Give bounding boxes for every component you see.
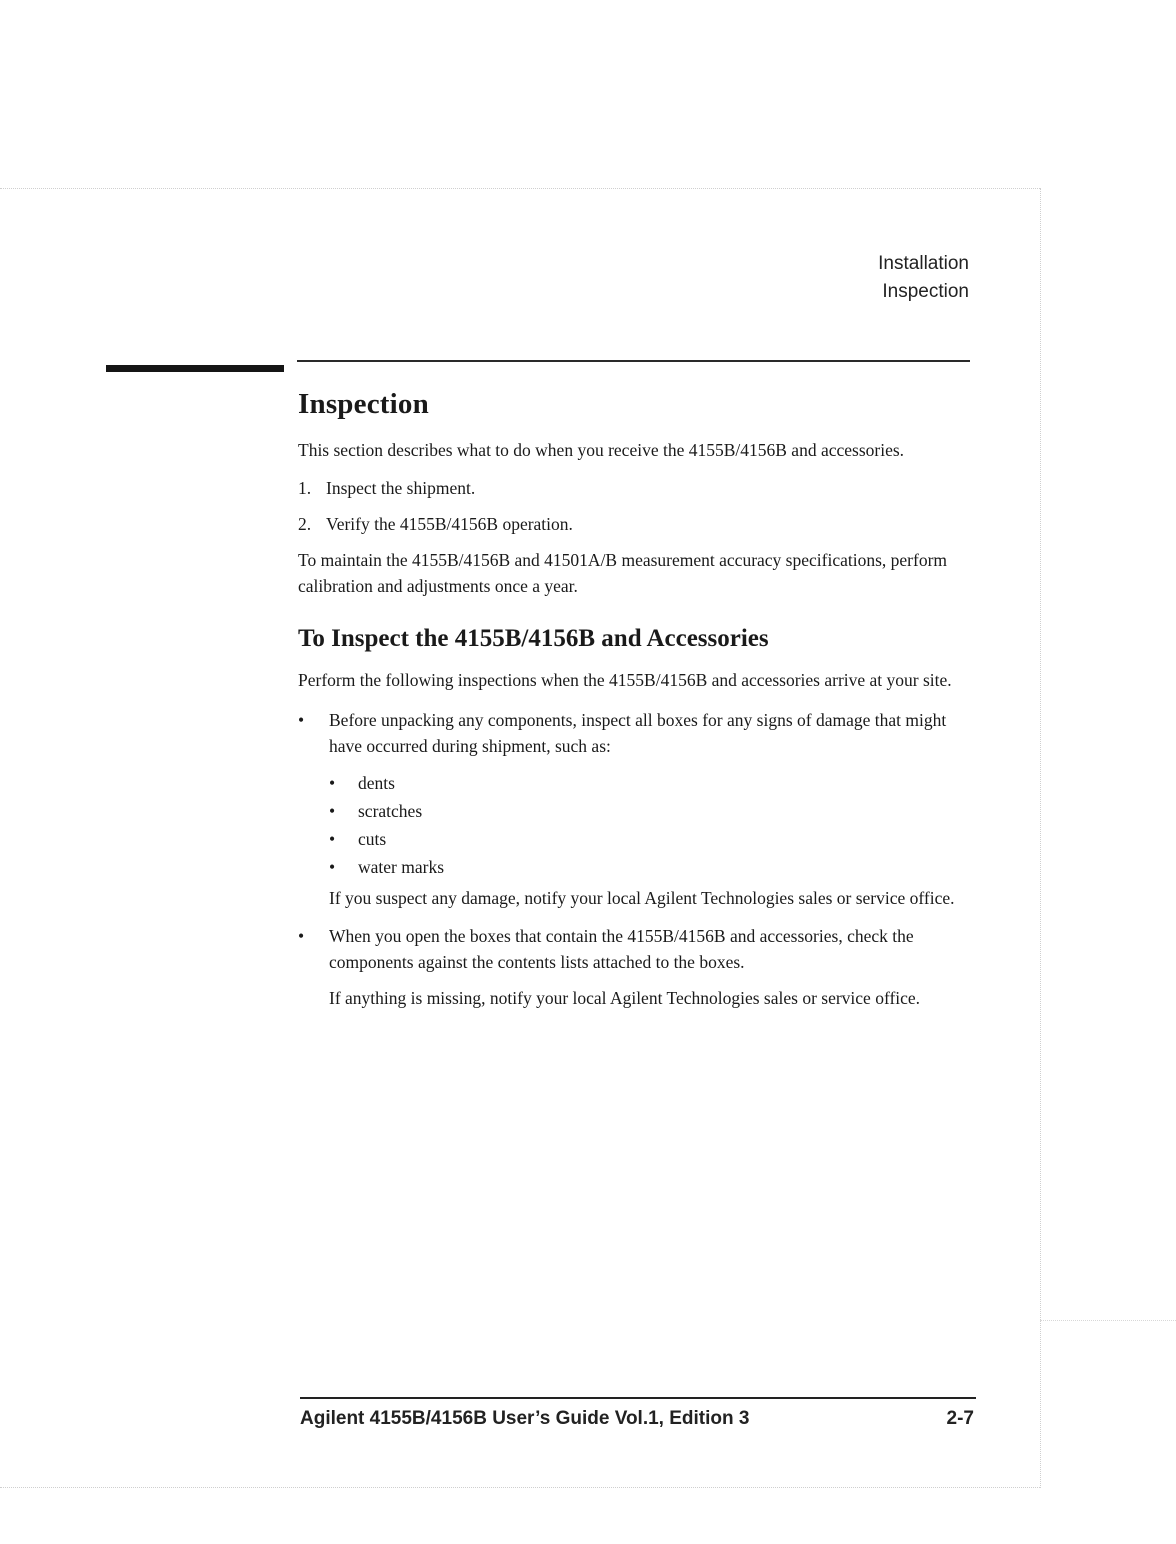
- subsection-title: To Inspect the 4155B/4156B and Accessories: [298, 625, 769, 652]
- calibration-note: To maintain the 4155B/4156B and 41501A/B measurement accuracy specifications, perform calibration and adjustments once a year.: [298, 550, 948, 596]
- footer-title: Agilent 4155B/4156B User’s Guide Vol.1, Edition 3: [300, 1408, 750, 1429]
- list-item: [329, 769, 978, 797]
- steps-list: [298, 475, 978, 537]
- scan-edge-bottom: [0, 1487, 1040, 1488]
- step-number: 2.: [298, 514, 312, 534]
- page-content: [298, 388, 978, 1023]
- running-head-section: Inspection: [882, 281, 969, 302]
- subsection-intro: Perform the following inspections when the 4155B/4156B and accessories arrive at your site.: [298, 670, 952, 690]
- intro-paragraph: This section describes what to do when you receive the 4155B/4156B and accessories.: [298, 440, 905, 460]
- list-item: [298, 707, 978, 911]
- damage-type: scratches: [358, 801, 423, 821]
- page-number: 2-7: [946, 1408, 974, 1429]
- bullet-icon: •: [298, 926, 305, 946]
- step-text: Inspect the shipment.: [326, 478, 476, 498]
- step-text: Verify the 4155B/4156B operation.: [326, 514, 573, 534]
- scan-edge-top: [0, 188, 1040, 189]
- list-item: [298, 923, 978, 1011]
- bullet-icon: •: [329, 801, 336, 821]
- list-item: [329, 825, 978, 853]
- inspection-bullets: [298, 707, 978, 1011]
- damage-type: water marks: [358, 857, 445, 877]
- running-head-chapter: Installation: [878, 253, 969, 274]
- damage-type: cuts: [358, 829, 387, 849]
- bullet-icon: •: [329, 829, 336, 849]
- damage-type: dents: [358, 773, 395, 793]
- bullet-icon: •: [298, 710, 305, 730]
- bullet-icon: •: [329, 857, 336, 877]
- list-item: [298, 475, 978, 501]
- bullet-follow-text: If you suspect any damage, notify your local Agilent Technologies sales or service office.: [329, 888, 955, 908]
- bullet-icon: •: [329, 773, 336, 793]
- footer-rule: [300, 1397, 976, 1399]
- header-rule: [297, 360, 970, 362]
- list-item: [329, 797, 978, 825]
- list-item: [329, 853, 978, 881]
- bullet-text: When you open the boxes that contain the 4155B/4156B and accessories, check the components against the contents lists attached to the boxes.: [329, 926, 914, 972]
- bullet-text: Before unpacking any components, inspect all boxes for any signs of damage that might have occurred during shipment, such as:: [329, 710, 947, 756]
- section-marker-bar: [106, 365, 284, 372]
- scan-edge-right-extension: [1040, 1320, 1176, 1321]
- step-number: 1.: [298, 478, 312, 498]
- damage-types-list: [329, 769, 978, 881]
- list-item: [298, 511, 978, 537]
- running-head: [878, 250, 969, 306]
- scan-edge-right: [1040, 188, 1041, 1488]
- page-title: Inspection: [298, 388, 429, 420]
- bullet-follow-text: If anything is missing, notify your local Agilent Technologies sales or service office.: [329, 988, 921, 1008]
